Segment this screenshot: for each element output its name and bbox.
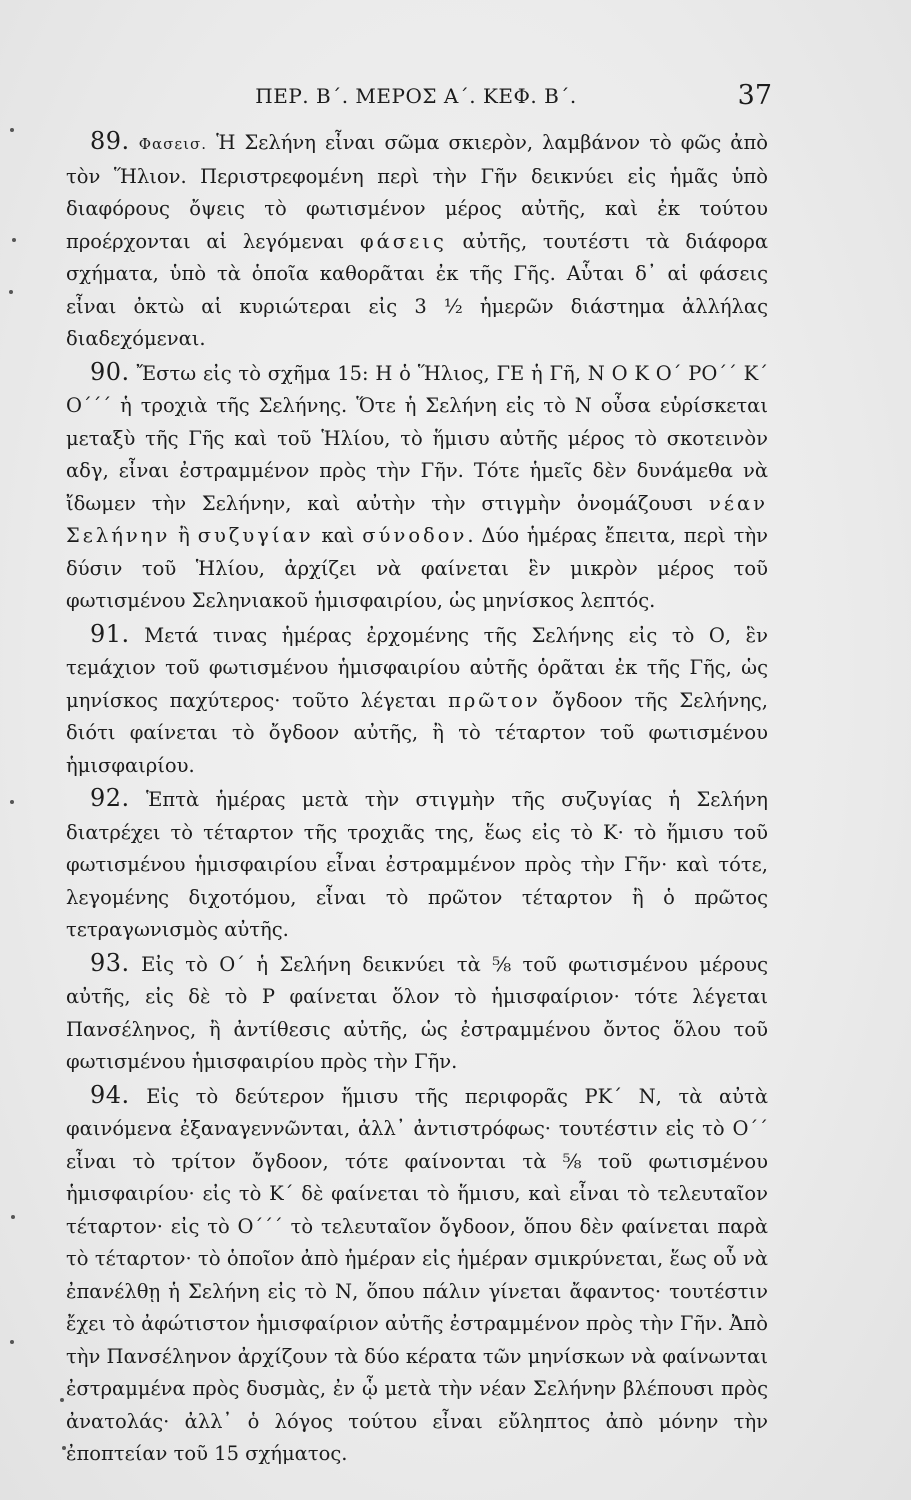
margin-speck xyxy=(9,290,13,294)
paragraph-93 xyxy=(66,947,768,1079)
paragraph-number: 93. xyxy=(90,948,130,977)
emphasized-term: πρῶτον xyxy=(448,688,541,712)
emphasized-term: φάσεις xyxy=(359,229,447,253)
paragraph-text: αὐτῆς, τουτέστι τὰ διάφορα σχήματα, ὑπὸ τὰ ὁποῖα καθορᾶται ἐκ τῆς Γῆς. Αὗται δ᾽ αἱ φάσεις εἶναι ὀκτὼ αἱ κυριώτεραι εἰς 3 ½ ἡμερῶν διάστημα ἀλλήλας διαδεχόμεναι. xyxy=(66,229,768,350)
margin-speck xyxy=(60,1398,64,1402)
paragraph-92 xyxy=(66,782,768,947)
paragraph-number: 90. xyxy=(90,357,130,386)
margin-speck xyxy=(10,800,14,804)
paragraph-text: ὄγδοον τῆς Σελήνης, διότι φαίνεται τὸ ὄγδοον αὐτῆς, ἢ τὸ τέταρτον τοῦ φωτισμένου ἡμισφαιρίου. xyxy=(66,688,768,777)
running-title: ΠΕΡ. Β΄. ΜΕΡΟΣ Α΄. ΚΕΦ. Β΄. xyxy=(255,84,577,108)
paragraph-91 xyxy=(66,618,768,783)
margin-speck xyxy=(10,128,14,132)
paragraph-text: Ἔστω εἰς τὸ σχῆμα 15: Η ὁ Ἥλιος, ΓΕ ἡ Γῆ, Ν Ο Κ Ο΄ ΡΟ΄΄ Κ΄ Ο΄΄΄ ἡ τροχιὰ τῆς Σελήνης. Ὅτε ἡ Σελήνη εἰς τὸ Ν οὖσα εὑρίσκεται μεταξὺ τῆς Γῆς καὶ τοῦ Ἡλίου, τὸ ἥμισυ αὐτῆς μέρος τὸ σκοτεινὸν αδγ, εἶναι ἐστραμμένον πρὸς τὴν Γῆν. Τότε ἡμεῖς δὲν δυνάμεθα νὰ ἴδωμεν τὴν Σελήνην, καὶ αὐτὴν τὴν στιγμὴν ὀνομάζουσι xyxy=(66,361,768,515)
margin-speck xyxy=(11,1215,15,1219)
paragraph-number: 94. xyxy=(90,1080,130,1109)
paragraph-94 xyxy=(66,1079,768,1471)
paragraph-text: Μετά τινας ἡμέρας ἐρχομένης τῆς Σελήνης εἰς τὸ Ο, ἓν τεμάχιον τοῦ φωτισμένου ἡμισφαιρίου αὐτῆς ὁρᾶται ἐκ τῆς Γῆς, ὡς μηνίσκος παχύτερος· τοῦτο λέγεται xyxy=(66,623,768,712)
margin-speck xyxy=(62,1446,66,1450)
emphasized-term: νέαν Σελήνην xyxy=(66,491,768,547)
paragraph-text: καὶ xyxy=(313,524,363,547)
paragraph-text: ἢ xyxy=(170,524,198,547)
paragraph-number: 91. xyxy=(90,619,130,648)
paragraph-text: Εἰς τὸ Ο΄ ἡ Σελήνη δεικνύει τὰ ⅝ τοῦ φωτισμένου μέρους αὐτῆς, εἰς δὲ τὸ Ρ φαίνεται ὅλον τὸ ἡμισφαίριον· τότε λέγεται Πανσέληνος, ἢ ἀντίθεσις αὐτῆς, ὡς ἐστραμμένου ὄντος ὅλου τοῦ φωτισμένου ἡμισφαιρίου πρὸς τὴν Γῆν. xyxy=(66,952,768,1073)
emphasized-term: συζυγίαν xyxy=(197,524,314,547)
emphasized-term: σύνοδον xyxy=(362,524,468,547)
paragraph-text: Ἡ Σελήνη εἶναι σῶμα σκιερὸν, λαμβάνον τὸ φῶς ἀπὸ τὸν Ἥλιον. Περιστρεφομένη περὶ τὴν Γῆν δεικνύει εἰς ἡμᾶς ὑπὸ διαφόρους ὄψεις τὸ φωτισμένον μέρος αὐτῆς, καὶ ἐκ τούτου προέρχονται αἱ λεγόμεναι xyxy=(66,131,769,253)
margin-speck xyxy=(12,238,16,242)
paragraph-number: 92. xyxy=(90,784,130,812)
paragraph-text: . Δύο ἡμέρας ἔπειτα, περὶ τὴν δύσιν τοῦ Ἡλίου, ἀρχίζει νὰ φαίνεται ἓν μικρὸν μέρος τοῦ φωτισμένου Σεληνιακοῦ ἡμισφαιρίου, ὡς μηνίσκος λεπτός. xyxy=(66,524,768,612)
paragraph-90 xyxy=(66,356,768,618)
paragraph-number: 89. xyxy=(90,127,130,155)
paragraph-text: Εἰς τὸ δεύτερον ἥμισυ τῆς περιφορᾶς ΡΚ΄ Ν, τὰ αὐτὰ φαινόμενα ἐξαναγεννῶνται, ἀλλ᾽ ἀντιστρόφως· τουτέστιν εἰς τὸ Ο΄΄ εἶναι τὸ τρίτον ὄγδοον, τότε φαίνονται τὰ ⅝ τοῦ φωτισμένου ἡμισφαιρίου· εἰς τὸ Κ΄ δὲ φαίνεται τὸ ἥμισυ, καὶ εἶναι τὸ τελευταῖον τέταρτον· εἰς τὸ Ο΄΄΄ τὸ τελευταῖον ὄγδοον, ὅπου δὲν φαίνεται παρὰ τὸ τέταρτον· τὸ ὁποῖον ἀπὸ ἡμέραν εἰς ἡμέραν σμικρύνεται, ἕως οὗ νὰ ἐπανέλθῃ ἡ Σελήνη εἰς τὸ Ν, ὅπου πάλιν γίνεται ἄφαντος· τουτέστιν ἔχει τὸ ἀφώτιστον ἡμισφαίριον αὐτῆς ἐστραμμένον πρὸς τὴν Γῆν. Ἀπὸ τὴν Πανσέληνον ἀρχίζουν τὰ δύο κέρατα τῶν μηνίσκων νὰ φαίνωνται ἐστραμμένα πρὸς δυσμὰς, ἐν ᾧ μετὰ τὴν νέαν Σελήνην βλέπουσι πρὸς ἀνατολάς· ἀλλ᾽ ὁ λόγος τούτου εἶναι εὔληπτος ἀπὸ μόνην τὴν ἐποπτείαν τοῦ 15 σχήματος. xyxy=(66,1084,768,1465)
page-header xyxy=(60,80,772,114)
page-number: 37 xyxy=(737,80,772,111)
paragraph-text: Ἑπτὰ ἡμέρας μετὰ τὴν στιγμὴν τῆς συζυγίας ἡ Σελήνη διατρέχει τὸ τέταρτον τῆς τροχιᾶς της, ἕως εἰς τὸ Κ· τὸ ἥμισυ τοῦ φωτισμένου ἡμισφαιρίου εἶναι ἐστραμμένον πρὸς τὴν Γῆν· καὶ τότε, λεγομένης διχοτόμου, εἶναι τὸ πρῶτον τέταρτον ἢ ὁ πρῶτος τετραγωνισμὸς αὐτῆς. xyxy=(66,788,768,941)
paragraph-89 xyxy=(66,125,768,356)
section-heading: Φασεισ. xyxy=(138,135,208,153)
margin-speck xyxy=(10,1340,14,1344)
body-text xyxy=(66,125,768,1471)
